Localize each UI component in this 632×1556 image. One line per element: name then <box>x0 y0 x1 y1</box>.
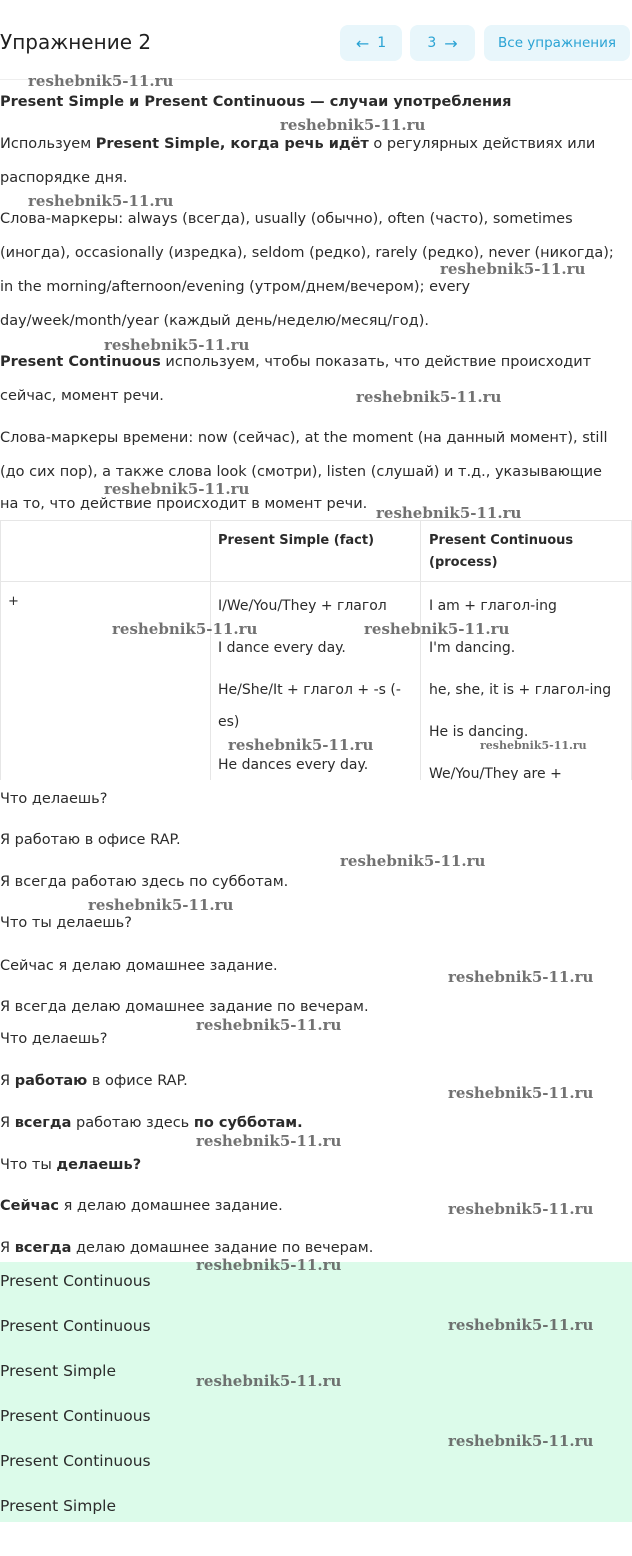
dialogue-line: Я всегда работаю здесь по субботам. <box>0 874 289 890</box>
theory-text: (иногда), occasionally (изредка), seldom (редко), rarely (редко), never (никогда); <box>0 245 614 261</box>
dialogue-line: Я работаю в офисе RAP. <box>0 1073 188 1089</box>
dialogue-line: Что ты делаешь? <box>0 1157 142 1173</box>
table-cell: We/You/They are + <box>429 766 562 780</box>
watermark: reshebnik5-11.ru <box>448 968 594 986</box>
arrow-left-icon: ← <box>355 33 370 53</box>
watermark: reshebnik5-11.ru <box>480 739 587 752</box>
watermark: reshebnik5-11.ru <box>448 1316 594 1334</box>
watermark: reshebnik5-11.ru <box>28 72 174 90</box>
next-exercise-label: 3 <box>427 35 437 51</box>
theory-paragraph: Используем Present Simple, когда речь идёт о регулярных действиях или <box>0 136 596 152</box>
theory-text: на то, что действие происходит в момент речи. <box>0 496 368 512</box>
answer-item: Present Continuous <box>0 1407 151 1425</box>
watermark: reshebnik5-11.ru <box>196 1016 342 1034</box>
watermark: reshebnik5-11.ru <box>356 388 502 406</box>
table-cell: He is dancing. <box>429 724 529 740</box>
watermark: reshebnik5-11.ru <box>196 1132 342 1150</box>
dialogue-line: Я всегда делаю домашнее задание по вечерам. <box>0 999 369 1015</box>
dialogue-line: Что делаешь? <box>0 1031 108 1047</box>
table-cell: I dance every day. <box>218 640 346 656</box>
table-cell: I am + глагол-ing <box>429 598 557 614</box>
answer-item: Present Simple <box>0 1362 117 1380</box>
watermark: reshebnik5-11.ru <box>196 1372 342 1390</box>
dialogue-line: Я работаю в офисе RAP. <box>0 832 181 848</box>
dialogue-line: Что ты делаешь? <box>0 915 132 931</box>
answer-item: Present Continuous <box>0 1317 151 1335</box>
table-border <box>0 581 632 582</box>
prev-exercise-button[interactable] <box>340 25 402 61</box>
theory-heading: Present Simple и Present Continuous — случаи употребления <box>0 94 512 110</box>
theory-text: распорядке дня. <box>0 170 128 186</box>
table-border <box>0 521 1 780</box>
theory-paragraph: Present Continuous используем, чтобы показать, что действие происходит <box>0 354 592 370</box>
dialogue-line: Сейчас я делаю домашнее задание. <box>0 958 278 974</box>
theory-text: day/week/month/year (каждый день/неделю/месяц/год). <box>0 313 429 329</box>
header <box>0 0 632 80</box>
watermark: reshebnik5-11.ru <box>448 1200 594 1218</box>
watermark: reshebnik5-11.ru <box>104 336 250 354</box>
table-header-present-continuous: Present Continuous <box>429 533 574 548</box>
watermark: reshebnik5-11.ru <box>440 260 586 278</box>
dialogue-line: Что делаешь? <box>0 791 108 807</box>
watermark: reshebnik5-11.ru <box>196 1256 342 1274</box>
watermark: reshebnik5-11.ru <box>364 620 510 638</box>
dialogue-line: Я всегда работаю здесь по субботам. <box>0 1115 303 1131</box>
theory-text: in the morning/afternoon/evening (утром/днем/вечером); every <box>0 279 471 295</box>
table-header-present-simple: Present Simple (fact) <box>218 533 375 548</box>
watermark: reshebnik5-11.ru <box>104 480 250 498</box>
table-cell: es) <box>218 714 240 730</box>
watermark: reshebnik5-11.ru <box>228 736 374 754</box>
table-header-present-continuous-sub: (process) <box>429 555 498 570</box>
answer-item: Present Simple <box>0 1497 117 1515</box>
table-cell: I/We/You/They + глагол <box>218 598 387 614</box>
table-cell: He/She/It + глагол + -s (- <box>218 682 401 698</box>
arrow-right-icon: → <box>444 33 458 53</box>
page-title: Упражнение 2 <box>0 30 152 54</box>
theory-text: Слова-маркеры времени: now (сейчас), at the moment (на данный момент), still <box>0 430 608 446</box>
table-cell: He dances every day. <box>218 757 369 773</box>
answer-item: Present Continuous <box>0 1272 151 1290</box>
table-border <box>210 521 211 780</box>
dialogue-line: Сейчас я делаю домашнее задание. <box>0 1198 283 1214</box>
table-cell: he, she, it is + глагол-ing <box>429 682 612 698</box>
answer-block <box>0 1262 632 1522</box>
table-border <box>420 521 421 780</box>
watermark: reshebnik5-11.ru <box>112 620 258 638</box>
theory-text: (до сих пор), а также слова look (смотри), listen (слушай) и т.д., указывающие <box>0 464 602 480</box>
watermark: reshebnik5-11.ru <box>28 192 174 210</box>
theory-text: Слова-маркеры: always (всегда), usually (обычно), often (часто), sometimes <box>0 211 573 227</box>
prev-exercise-label: 1 <box>377 35 387 51</box>
next-exercise-button[interactable] <box>410 25 475 61</box>
answer-item: Present Continuous <box>0 1452 151 1470</box>
watermark: reshebnik5-11.ru <box>448 1432 594 1450</box>
table-row-label: + <box>8 594 19 609</box>
all-exercises-button[interactable]: Все упражнения <box>484 25 630 61</box>
dialogue-line: Я всегда делаю домашнее задание по вечерам. <box>0 1240 374 1256</box>
theory-text: сейчас, момент речи. <box>0 388 164 404</box>
watermark: reshebnik5-11.ru <box>280 116 426 134</box>
watermark: reshebnik5-11.ru <box>448 1084 594 1102</box>
watermark: reshebnik5-11.ru <box>88 896 234 914</box>
watermark: reshebnik5-11.ru <box>340 852 486 870</box>
watermark: reshebnik5-11.ru <box>376 504 522 522</box>
table-cell: I'm dancing. <box>429 640 516 656</box>
